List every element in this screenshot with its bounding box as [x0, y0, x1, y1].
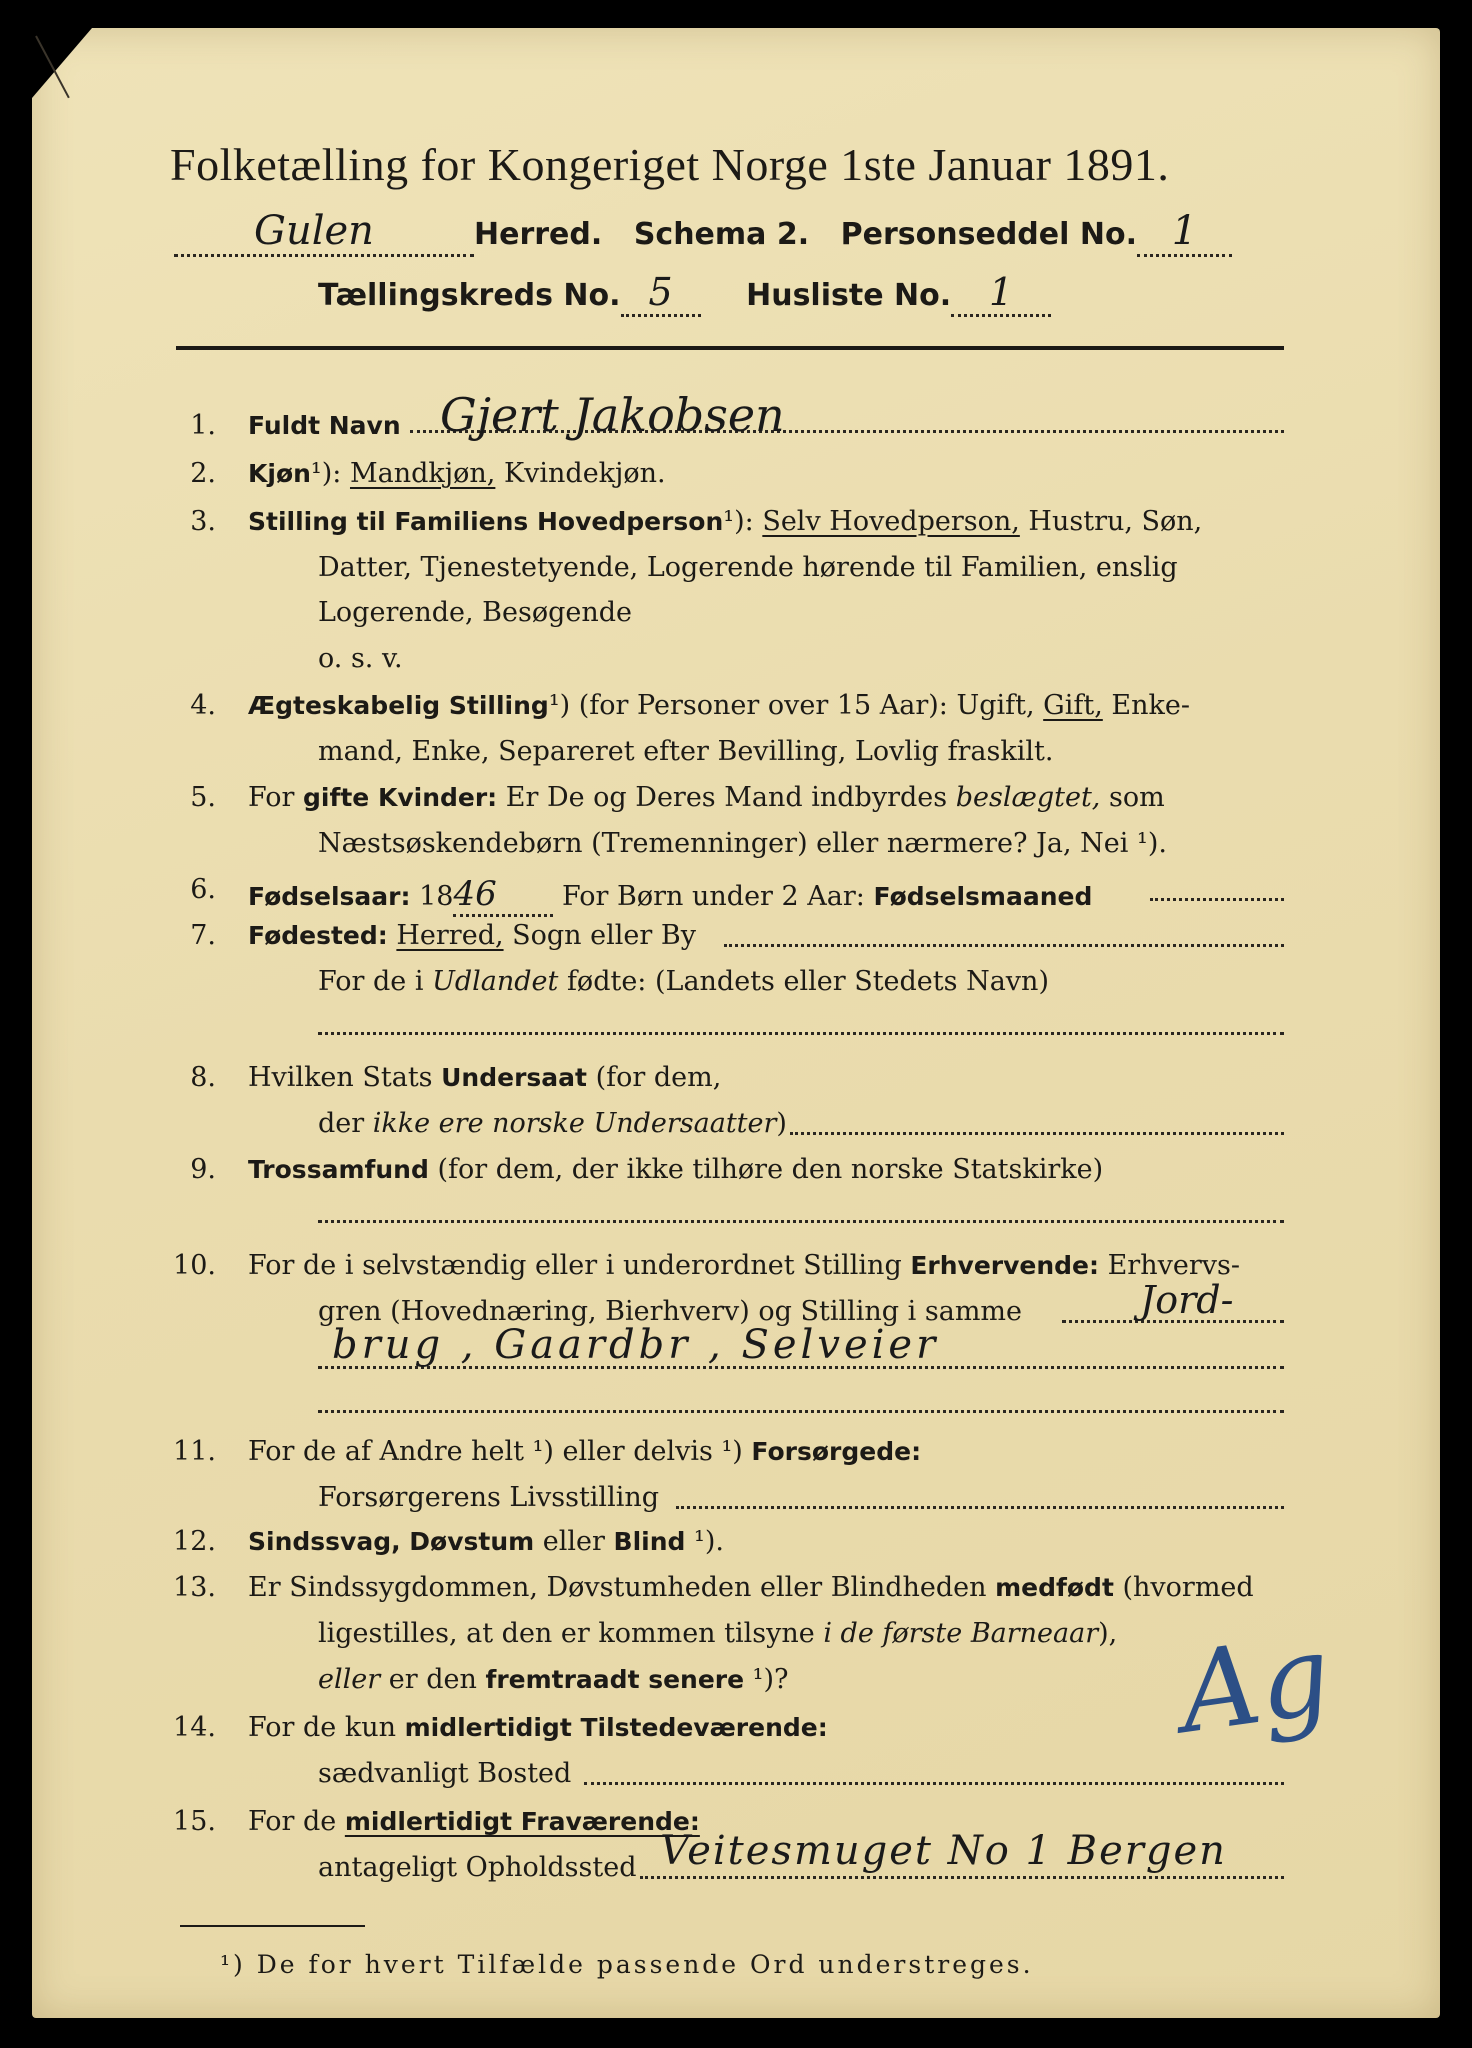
marital-status-line: Ægteskabelig Stilling¹) (for Personer over 15 Aar): Ugift, Gift, Enke- [248, 690, 1190, 721]
usual-residence-line: sædvanligt Bosted [318, 1758, 572, 1789]
marital-status-selected: Gift, [1043, 690, 1103, 721]
item-number: 4. [190, 690, 216, 721]
herred-label: Herred. [474, 217, 603, 252]
congenital-line: Er Sindssygdommen, Døvstumheden eller Blindheden medfødt (hvormed [248, 1572, 1254, 1603]
occupation-line: For de i selvstændig eller i underordnet Stilling Erhvervende: Erhvervs- [248, 1250, 1240, 1281]
herred-value: Gulen [174, 208, 474, 257]
item-number: 12. [173, 1526, 216, 1557]
religion-line: Trossamfund (for dem, der ikke tilhøre den norske Statskirke) [248, 1154, 1104, 1185]
item-number: 13. [173, 1572, 216, 1603]
footnote: ¹) De for hvert Tilfælde passende Ord understreges. [220, 1950, 1034, 1979]
occupation-leader-3 [318, 1410, 1284, 1413]
sex-line: Kjøn¹): Mandkjøn, Kvindekjøn. [248, 458, 666, 489]
probable-location-value: Veitesmuget No 1 Bergen [660, 1828, 1227, 1874]
birthplace-selected: Herred, [396, 920, 504, 951]
personseddel-label: Personseddel No. [840, 217, 1137, 252]
personseddel-value: 1 [1137, 208, 1232, 257]
item-number: 11. [173, 1436, 216, 1467]
item-number: 2. [190, 458, 216, 489]
probable-location-leader [640, 1876, 1284, 1879]
enumerator-initials: Ag [1171, 1610, 1339, 1758]
item-number: 8. [190, 1062, 216, 1093]
full-name-value: Gjert Jakobsen [440, 388, 785, 442]
household-position-line-3: Logerende, Besøgende [318, 597, 632, 628]
birth-year-line: Fødselsaar: 1846 For Børn under 2 Aar: Fødselsmaaned [248, 874, 1092, 917]
full-name-label: Fuldt Navn [248, 411, 401, 440]
temporary-present-line: For de kun midlertidigt Tilstedeværende: [248, 1712, 828, 1743]
schema-label: Schema 2. [633, 217, 810, 252]
item-number: 10. [173, 1250, 216, 1281]
item-number: 5. [190, 782, 216, 813]
citizenship-line: Hvilken Stats Undersaat (for dem, [248, 1062, 722, 1093]
form-title: Folketælling for Kongeriget Norge 1ste Januar 1891. [170, 139, 1170, 190]
kreds-line [318, 270, 1051, 317]
congenital-line-3: eller er den fremtraadt senere ¹)? [318, 1664, 789, 1695]
citizenship-line-2: der ikke ere norske Undersaatter) [318, 1108, 787, 1139]
item-number: 3. [190, 506, 216, 537]
household-position-line-4: o. s. v. [318, 643, 403, 674]
religion-leader [318, 1220, 1284, 1223]
occupation-line-2: gren (Hovednæring, Bierhverv) og Stilling i samme [318, 1296, 1023, 1327]
kreds-value: 5 [621, 270, 701, 317]
birth-year-value: 46 [453, 874, 553, 917]
disability-line: Sindssvag, Døvstum eller Blind ¹). [248, 1526, 724, 1557]
marital-status-line-2: mand, Enke, Separeret efter Bevilling, Lovlig fraskilt. [318, 736, 1054, 767]
herred-line [174, 208, 1232, 257]
kreds-label: Tællingskreds No. [318, 278, 621, 313]
item-number: 15. [173, 1806, 216, 1837]
foreign-birthplace-line: For de i Udlandet fødte: (Landets eller Stedets Navn) [318, 966, 1049, 997]
item-number: 9. [190, 1154, 216, 1185]
husliste-value: 1 [951, 270, 1051, 317]
sex-selected: Mandkjøn, [349, 458, 496, 489]
household-position-line: Stilling til Familiens Hovedperson¹): Selv Hovedperson, Hustru, Søn, [248, 506, 1203, 537]
footnote-rule [180, 1925, 365, 1927]
congenital-line-2: ligestilles, at den er kommen tilsyne i de første Barneaar), [318, 1618, 1118, 1649]
temporary-absent-line: For de midlertidigt Fraværende: [248, 1806, 700, 1837]
citizenship-leader [790, 1132, 1284, 1135]
household-position-line-2: Datter, Tjenestetyende, Logerende hørende til Familien, enslig [318, 552, 1178, 583]
dependents-line: For de af Andre helt ¹) eller delvis ¹) Forsørgede: [248, 1436, 922, 1467]
birthplace-leader [724, 944, 1284, 947]
married-women-line: For gifte Kvinder: Er De og Deres Mand indbyrdes beslægtet, som [248, 782, 1165, 813]
usual-residence-leader [584, 1782, 1284, 1785]
item-number: 6. [190, 874, 216, 905]
header-rule [176, 346, 1284, 350]
occupation-value-1: Jord- [1140, 1278, 1234, 1322]
birth-month-leader [1150, 898, 1284, 901]
item-number: 7. [190, 920, 216, 951]
provider-leader [676, 1506, 1284, 1509]
birthplace-line: Fødested: Herred, Sogn eller By [248, 920, 696, 951]
probable-location-line: antageligt Opholdssted [318, 1852, 637, 1883]
provider-line: Forsørgerens Livsstilling [318, 1482, 660, 1513]
husliste-label: Husliste No. [746, 278, 952, 313]
occupation-value-2: brug , Gaardbr , Selveier [332, 1322, 940, 1368]
item-number: 14. [173, 1712, 216, 1743]
foreign-birthplace-leader [318, 1032, 1284, 1035]
item-number: 1. [190, 410, 216, 441]
household-position-selected: Selv Hovedperson, [762, 506, 1020, 537]
married-women-line-2: Næstsøskendebørn (Tremenninger) eller nærmere? Ja, Nei ¹). [318, 828, 1167, 859]
